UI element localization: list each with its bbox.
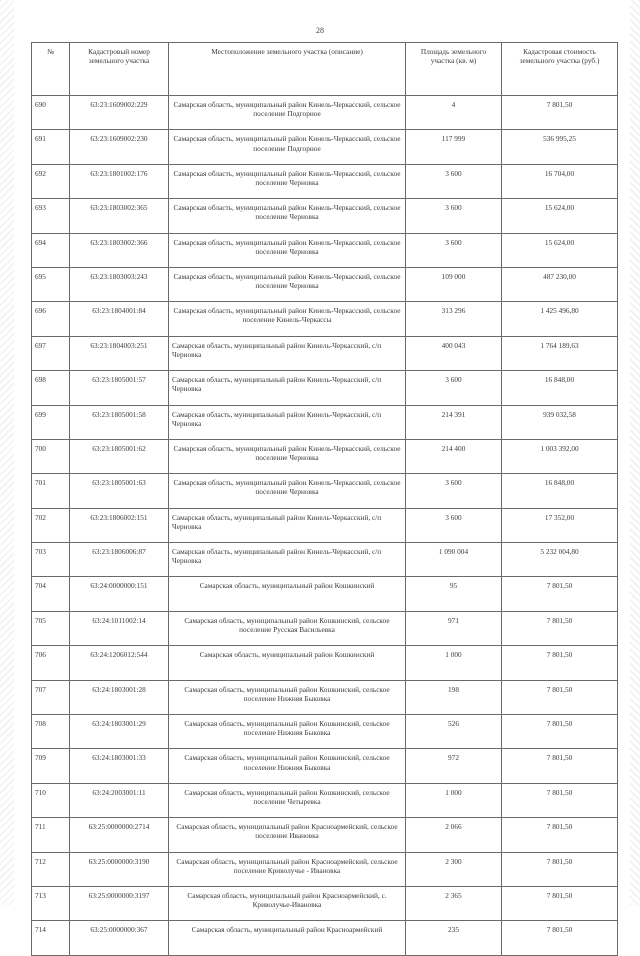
cadastral-value-cell: 487 230,00: [502, 267, 618, 301]
area-cell: 2 066: [406, 818, 502, 852]
cadastral-number-cell: 63:24:0000000:151: [70, 577, 169, 611]
row-number-cell: 700: [32, 439, 70, 473]
location-cell: Самарская область, муниципальный район Кинель-Черкасский, с/п Черновка: [169, 371, 406, 405]
table-row: [32, 199, 618, 233]
cadastral-number-cell: 63:25:0000000:3190: [70, 852, 169, 886]
cadastral-number-cell: 63:23:1609002:230: [70, 130, 169, 164]
page-number: 28: [316, 26, 324, 35]
table-row: [32, 886, 618, 920]
cadastral-number-cell: 63:23:1805001:63: [70, 474, 169, 508]
area-cell: 3 600: [406, 164, 502, 198]
cadastral-number-cell: 63:23:1805001:58: [70, 405, 169, 439]
cadastral-value-cell: 17 352,00: [502, 508, 618, 542]
table-row: [32, 267, 618, 301]
cadastral-value-cell: 16 704,00: [502, 164, 618, 198]
row-number-cell: 697: [32, 336, 70, 370]
area-cell: 3 600: [406, 371, 502, 405]
row-number-cell: 703: [32, 543, 70, 577]
cadastral-number-cell: 63:23:1806002:151: [70, 508, 169, 542]
cadastral-value-cell: 536 995,25: [502, 130, 618, 164]
location-cell: Самарская область, муниципальный район Кошкинский, сельское поселение Нижняя Быковка: [169, 680, 406, 714]
location-cell: Самарская область, муниципальный район Кошкинский, сельское поселение Нижняя Быковка: [169, 715, 406, 749]
cadastral-number-cell: 63:23:1805001:62: [70, 439, 169, 473]
area-cell: 95: [406, 577, 502, 611]
cadastral-number-cell: 63:23:1803002:365: [70, 199, 169, 233]
location-cell: Самарская область, муниципальный район Кинель-Черкасский, сельское поселение Черновка: [169, 233, 406, 267]
row-number-cell: 713: [32, 886, 70, 920]
cadastral-value-cell: 15 624,00: [502, 233, 618, 267]
cadastral-value-cell: 7 801,50: [502, 886, 618, 920]
cadastral-value-cell: 5 232 004,80: [502, 543, 618, 577]
cadastral-value-cell: 7 801,50: [502, 818, 618, 852]
location-cell: Самарская область, муниципальный район Кошкинский: [169, 646, 406, 680]
row-number-cell: 706: [32, 646, 70, 680]
cadastral-number-cell: 63:24:1803001:28: [70, 680, 169, 714]
row-number-cell: 694: [32, 233, 70, 267]
area-cell: 109 000: [406, 267, 502, 301]
cadastral-value-cell: 7 801,50: [502, 611, 618, 645]
area-cell: 4: [406, 96, 502, 130]
cadastral-value-cell: 7 801,50: [502, 577, 618, 611]
area-cell: 972: [406, 749, 502, 783]
cadastral-register-table: [31, 42, 618, 956]
cadastral-value-cell: 16 848,00: [502, 474, 618, 508]
table-row: [32, 474, 618, 508]
location-cell: Самарская область, муниципальный район Кошкинский, сельское поселение Русская Васильевка: [169, 611, 406, 645]
location-cell: Самарская область, муниципальный район Кинель-Черкасский, с/п Черновка: [169, 543, 406, 577]
header-cadastral-number: Кадастровый номер земельного участка: [70, 43, 169, 96]
table-row: [32, 164, 618, 198]
cadastral-value-cell: 7 801,50: [502, 749, 618, 783]
table-row: [32, 646, 618, 680]
header-area: Площадь земельного участка (кв. м): [406, 43, 502, 96]
row-number-cell: 699: [32, 405, 70, 439]
cadastral-value-cell: 7 801,50: [502, 783, 618, 817]
area-cell: 3 600: [406, 508, 502, 542]
cadastral-value-cell: 16 848,00: [502, 371, 618, 405]
location-cell: Самарская область, муниципальный район Кинель-Черкасский, сельское поселение Черновка: [169, 164, 406, 198]
row-number-cell: 712: [32, 852, 70, 886]
cadastral-value-cell: 7 801,50: [502, 96, 618, 130]
cadastral-number-cell: 63:23:1804001:84: [70, 302, 169, 336]
table-row: [32, 818, 618, 852]
header-location: Местоположение земельного участка (описание): [169, 43, 406, 96]
area-cell: 235: [406, 921, 502, 955]
table-row: [32, 233, 618, 267]
location-cell: Самарская область, муниципальный район Красноармейский: [169, 921, 406, 955]
table-row: [32, 852, 618, 886]
table-row: [32, 611, 618, 645]
table-row: [32, 405, 618, 439]
location-cell: Самарская область, муниципальный район Кинель-Черкасский, сельское поселение Черновка: [169, 267, 406, 301]
row-number-cell: 702: [32, 508, 70, 542]
table-row: [32, 749, 618, 783]
location-cell: Самарская область, муниципальный район Кинель-Черкасский, сельское поселение Черновка: [169, 439, 406, 473]
area-cell: 214 391: [406, 405, 502, 439]
row-number-cell: 710: [32, 783, 70, 817]
location-cell: Самарская область, муниципальный район Кинель-Черкасский, с/п Черновка: [169, 405, 406, 439]
cadastral-value-cell: 7 801,50: [502, 715, 618, 749]
area-cell: 214 400: [406, 439, 502, 473]
header-no: №: [32, 43, 70, 96]
table-row: [32, 577, 618, 611]
table-row: [32, 921, 618, 955]
area-cell: 198: [406, 680, 502, 714]
header-value: Кадастровая стоимость земельного участка (руб.): [502, 43, 618, 96]
cadastral-number-cell: 63:23:1801002:176: [70, 164, 169, 198]
cadastral-number-cell: 63:23:1609002:229: [70, 96, 169, 130]
cadastral-value-cell: 7 801,50: [502, 852, 618, 886]
location-cell: Самарская область, муниципальный район Кинель-Черкасский, сельское поселение Черновка: [169, 199, 406, 233]
area-cell: 1 000: [406, 783, 502, 817]
cadastral-number-cell: 63:24:1803001:33: [70, 749, 169, 783]
table-row: [32, 680, 618, 714]
row-number-cell: 711: [32, 818, 70, 852]
cadastral-number-cell: 63:23:1804003:251: [70, 336, 169, 370]
location-cell: Самарская область, муниципальный район Красноармейский, сельское поселение Ивановка: [169, 818, 406, 852]
row-number-cell: 695: [32, 267, 70, 301]
area-cell: 1 090 004: [406, 543, 502, 577]
area-cell: 2 300: [406, 852, 502, 886]
row-number-cell: 704: [32, 577, 70, 611]
table-body: [32, 96, 618, 956]
location-cell: Самарская область, муниципальный район Кинель-Черкасский, с/п Черновка: [169, 508, 406, 542]
table-row: [32, 508, 618, 542]
row-number-cell: 690: [32, 96, 70, 130]
cadastral-number-cell: 63:24:1206012:544: [70, 646, 169, 680]
cadastral-number-cell: 63:24:1011002:14: [70, 611, 169, 645]
table-header-row: [32, 43, 618, 96]
scan-edge-right: [630, 0, 640, 905]
cadastral-value-cell: 1 764 189,63: [502, 336, 618, 370]
row-number-cell: 714: [32, 921, 70, 955]
cadastral-number-cell: 63:23:1806006:87: [70, 543, 169, 577]
area-cell: 400 043: [406, 336, 502, 370]
row-number-cell: 698: [32, 371, 70, 405]
table-row: [32, 783, 618, 817]
row-number-cell: 701: [32, 474, 70, 508]
cadastral-number-cell: 63:23:1803003:243: [70, 267, 169, 301]
cadastral-value-cell: 7 801,50: [502, 646, 618, 680]
cadastral-number-cell: 63:24:2003001:11: [70, 783, 169, 817]
row-number-cell: 707: [32, 680, 70, 714]
row-number-cell: 705: [32, 611, 70, 645]
table-row: [32, 715, 618, 749]
table-row: [32, 130, 618, 164]
location-cell: Самарская область, муниципальный район Кошкинский, сельское поселение Нижняя Быковка: [169, 749, 406, 783]
table-row: [32, 336, 618, 370]
table-row: [32, 543, 618, 577]
row-number-cell: 696: [32, 302, 70, 336]
table-row: [32, 302, 618, 336]
location-cell: Самарская область, муниципальный район Красноармейский, сельское поселение Криволучье - Ивановка: [169, 852, 406, 886]
cadastral-number-cell: 63:23:1805001:57: [70, 371, 169, 405]
area-cell: 313 296: [406, 302, 502, 336]
cadastral-number-cell: 63:25:0000000:2714: [70, 818, 169, 852]
row-number-cell: 708: [32, 715, 70, 749]
area-cell: 971: [406, 611, 502, 645]
area-cell: 1 000: [406, 646, 502, 680]
scan-edge-left: [0, 0, 14, 905]
cadastral-value-cell: 1 425 496,80: [502, 302, 618, 336]
row-number-cell: 692: [32, 164, 70, 198]
location-cell: Самарская область, муниципальный район Кинель-Черкасский, сельское поселение Подгорное: [169, 96, 406, 130]
row-number-cell: 693: [32, 199, 70, 233]
location-cell: Самарская область, муниципальный район Кинель-Черкасский, сельское поселение Подгорное: [169, 130, 406, 164]
row-number-cell: 691: [32, 130, 70, 164]
area-cell: 3 600: [406, 233, 502, 267]
area-cell: 3 600: [406, 199, 502, 233]
cadastral-value-cell: 7 801,50: [502, 680, 618, 714]
table-row: [32, 439, 618, 473]
cadastral-number-cell: 63:24:1803001:29: [70, 715, 169, 749]
table-row: [32, 96, 618, 130]
location-cell: Самарская область, муниципальный район Кошкинский, сельское поселение Четыревка: [169, 783, 406, 817]
row-number-cell: 709: [32, 749, 70, 783]
cadastral-number-cell: 63:25:0000000:367: [70, 921, 169, 955]
location-cell: Самарская область, муниципальный район Кинель-Черкасский, сельское поселение Кинель-Черкассы: [169, 302, 406, 336]
cadastral-value-cell: 1 003 392,00: [502, 439, 618, 473]
location-cell: Самарская область, муниципальный район Кинель-Черкасский, сельское поселение Черновка: [169, 474, 406, 508]
cadastral-value-cell: 15 624,00: [502, 199, 618, 233]
cadastral-number-cell: 63:25:0000000:3197: [70, 886, 169, 920]
area-cell: 3 600: [406, 474, 502, 508]
location-cell: Самарская область, муниципальный район Красноармейский, с. Криволучье-Ивановка: [169, 886, 406, 920]
cadastral-number-cell: 63:23:1803002:366: [70, 233, 169, 267]
location-cell: Самарская область, муниципальный район Кинель-Черкасский, с/п Черновка: [169, 336, 406, 370]
cadastral-value-cell: 7 801,50: [502, 921, 618, 955]
location-cell: Самарская область, муниципальный район Кошкинский: [169, 577, 406, 611]
area-cell: 526: [406, 715, 502, 749]
area-cell: 117 999: [406, 130, 502, 164]
table-row: [32, 371, 618, 405]
cadastral-value-cell: 939 032,58: [502, 405, 618, 439]
area-cell: 2 365: [406, 886, 502, 920]
